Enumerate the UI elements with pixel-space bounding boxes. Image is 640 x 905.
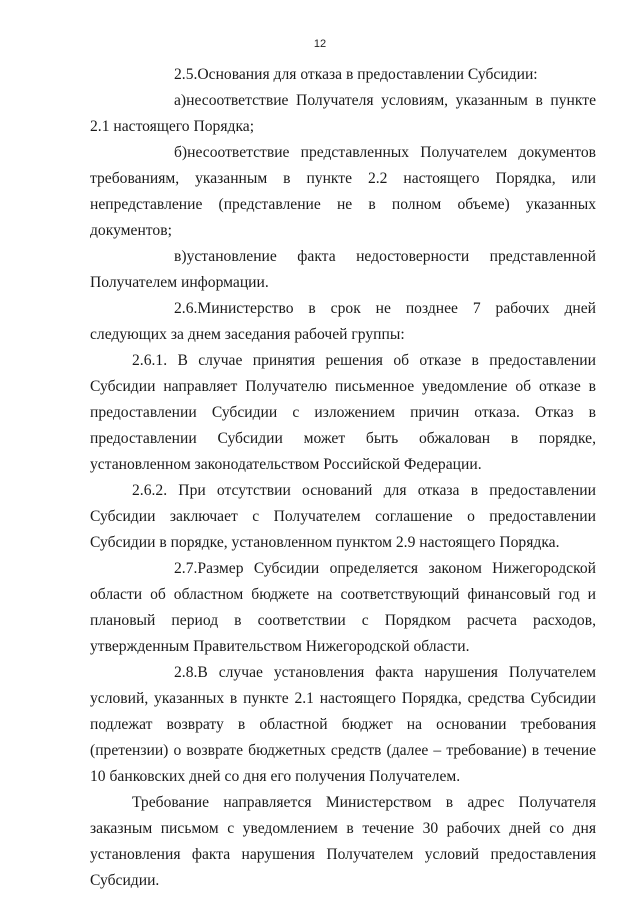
paragraph-label: 2.7. [174, 560, 198, 577]
paragraph-label: 2.5. [174, 66, 198, 83]
paragraph-2-6-1 [90, 348, 596, 478]
paragraph-2-8 [90, 660, 596, 790]
document-body [90, 62, 596, 894]
page-number: 12 [313, 38, 327, 50]
paragraph-label: в) [174, 248, 187, 265]
paragraph-text: 2.6.2. При отсутствии оснований для отказа в предоставлении Субсидии заключает с Получателем соглашение о предоставлении Субсидии в порядке, установленном пунктом 2.9 настоящего Порядка. [90, 482, 596, 551]
paragraph-text: несоответствие Получателя условиям, указанным в пункте 2.1 настоящего Порядка; [90, 92, 596, 135]
paragraph-2-6 [90, 296, 596, 348]
paragraph-2-5-v [90, 244, 596, 296]
paragraph-2-7 [90, 556, 596, 660]
paragraph-text: Требование направляется Министерством в адрес Получателя заказным письмом с уведомлением в течение 30 рабочих дней со дня установления факта нарушения Получателем условий предоставления Субсидии. [90, 794, 596, 889]
paragraph-2-5 [90, 62, 596, 88]
paragraph-2-5-b [90, 140, 596, 244]
paragraph-text: установление факта недостоверности представленной Получателем информации. [90, 248, 596, 291]
paragraph-text: несоответствие представленных Получателем документов требованиям, указанным в пункте 2.2 настоящего Порядка, или непредставление (представление не в полном объеме) указанных документов; [90, 144, 596, 239]
paragraph-label: 2.6. [174, 300, 198, 317]
paragraph-2-5-a [90, 88, 596, 140]
paragraph-text: Размер Субсидии определяется законом Нижегородской области об областном бюджете на соответствующий финансовый год и плановый период в соответствии с Порядком расчета расходов, утвержденным Правительством Нижегородской области. [90, 560, 596, 655]
paragraph-text: Основания для отказа в предоставлении Субсидии: [197, 66, 538, 83]
paragraph-text: В случае установления факта нарушения Получателем условий, указанных в пункте 2.1 настоящего Порядка, средства Субсидии подлежат возврату в областной бюджет на основании требования (претензии) о возврате бюджетных средств (далее – требование) в течение 10 банковских дней со дня его получения Получателем. [90, 664, 596, 785]
paragraph-text: Министерство в срок не позднее 7 рабочих дней следующих за днем заседания рабочей группы: [90, 300, 596, 343]
paragraph-text: 2.6.1. В случае принятия решения об отказе в предоставлении Субсидии направляет Получателю письменное уведомление об отказе в предоставлении Субсидии с изложением причин отказа. Отказ в предоставлении Субсидии может быть обжалован в порядке, установленном законодательством Российской Федерации. [90, 352, 596, 473]
paragraph-requirement [90, 790, 596, 894]
paragraph-label: а) [174, 92, 187, 109]
paragraph-label: 2.8. [174, 664, 198, 681]
paragraph-2-6-2 [90, 478, 596, 556]
paragraph-label: б) [174, 144, 188, 161]
